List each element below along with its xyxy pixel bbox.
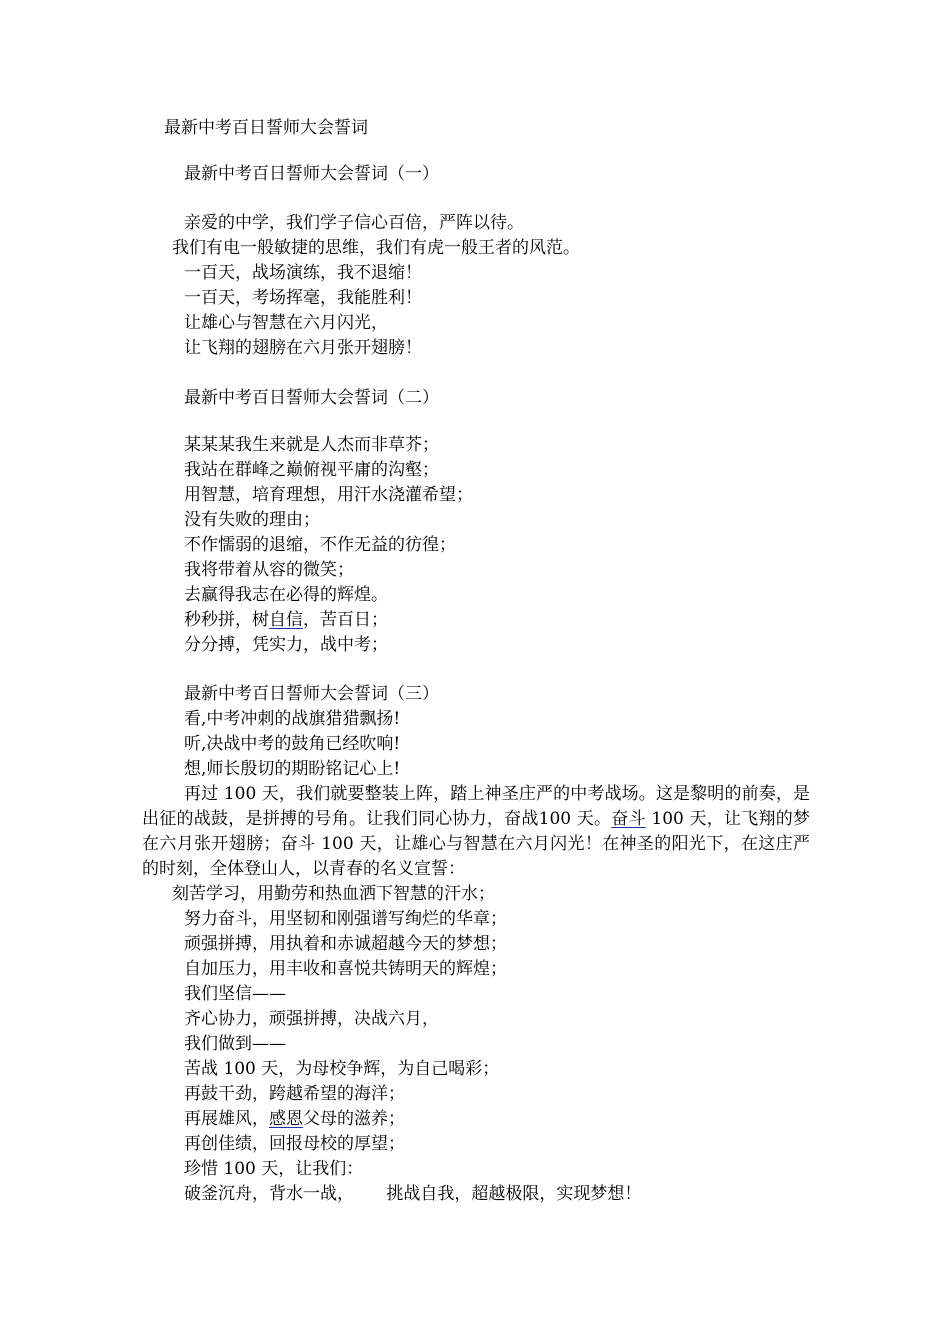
oath-line-with-link bbox=[184, 1107, 405, 1131]
section-1-line: 一百天，考场挥毫，我能胜利！ bbox=[184, 288, 422, 308]
text-segment: 100 天，让飞翔的梦在六月张开翅膀；奋斗 100 天，让雄心与智慧在六月闪光！在神圣的阳光下，在这庄严的时刻，全体登山人，以青春的名义宣誓： bbox=[142, 809, 810, 879]
section-1-line: 让雄心与智慧在六月闪光， bbox=[184, 313, 388, 333]
oath-line: 再创佳绩，回报母校的厚望； bbox=[184, 1134, 405, 1154]
section-1-line: 亲爱的中学，我们学子信心百倍，严阵以待。 bbox=[184, 213, 524, 233]
document-title: 最新中考百日誓师大会誓词 bbox=[164, 118, 368, 138]
section-3-heading: 最新中考百日誓师大会誓词（三） bbox=[184, 684, 439, 704]
oath-line: 齐心协力，顽强拼搏，决战六月， bbox=[184, 1009, 439, 1029]
section-3-intro-line: 听,决战中考的鼓角已经吹响! bbox=[184, 734, 401, 754]
text-segment: 秒秒拼，树 bbox=[184, 610, 269, 630]
section-2-line: 用智慧，培育理想，用汗水浇灌希望； bbox=[184, 485, 473, 505]
oath-line: 再鼓干劲，跨越希望的海洋； bbox=[184, 1084, 405, 1104]
oath-line: 自加压力，用丰收和喜悦共铸明天的辉煌； bbox=[184, 959, 507, 979]
section-2-heading: 最新中考百日誓师大会誓词（二） bbox=[184, 388, 439, 408]
oath-line: 努力奋斗，用坚韧和刚强谱写绚烂的华章； bbox=[184, 909, 507, 929]
oath-line: 我们坚信—— bbox=[184, 984, 286, 1004]
oath-line: 顽强拼搏，用执着和赤诚超越今天的梦想； bbox=[184, 934, 507, 954]
section-3-paragraph bbox=[142, 782, 810, 882]
section-2-line: 我站在群峰之巅俯视平庸的沟壑； bbox=[184, 460, 439, 480]
oath-line: 破釜沉舟，背水一战， 挑战自我，超越极限，实现梦想！ bbox=[184, 1184, 642, 1204]
text-segment: 父母的滋养； bbox=[303, 1109, 405, 1129]
section-2-line: 某某某我生来就是人杰而非草芥； bbox=[184, 435, 439, 455]
section-3-intro-line: 想,师长殷切的期盼铭记心上! bbox=[184, 759, 401, 779]
oath-line: 我们做到—— bbox=[184, 1034, 286, 1054]
section-2-line: 没有失败的理由； bbox=[184, 510, 320, 530]
text-segment: 再展雄风， bbox=[184, 1109, 269, 1129]
oath-line: 苦战 100 天，为母校争辉，为自己喝彩； bbox=[184, 1059, 500, 1079]
section-1-line: 我们有电一般敏捷的思维，我们有虎一般王者的风范。 bbox=[172, 238, 580, 258]
oath-line: 刻苦学习，用勤劳和热血洒下智慧的汗水； bbox=[172, 884, 495, 904]
hyperlink-strive[interactable]: 奋斗 bbox=[611, 809, 646, 829]
text-segment: ，苦百日； bbox=[303, 610, 388, 630]
section-3-intro-line: 看,中考冲刺的战旗猎猎飘扬! bbox=[184, 709, 401, 729]
text-segment: 再过 100 天，我们就要整装上阵，踏上神圣庄严的中考战场。这是黎明的前奏，是出征的战鼓，是拼搏的号角。让我们同心协力，奋战100 天。 bbox=[142, 784, 810, 829]
hyperlink-gratitude[interactable]: 感恩 bbox=[269, 1109, 303, 1129]
section-1-heading: 最新中考百日誓师大会誓词（一） bbox=[184, 164, 439, 184]
oath-line: 珍惜 100 天，让我们： bbox=[184, 1159, 364, 1179]
section-1-line: 让飞翔的翅膀在六月张开翅膀！ bbox=[184, 338, 422, 358]
section-2-line: 我将带着从容的微笑； bbox=[184, 560, 354, 580]
section-2-line: 分分搏，凭实力，战中考； bbox=[184, 635, 388, 655]
section-1-line: 一百天，战场演练，我不退缩！ bbox=[184, 263, 422, 283]
section-2-line-with-link bbox=[184, 608, 388, 632]
hyperlink-confidence[interactable]: 自信 bbox=[269, 610, 303, 630]
section-2-line: 去赢得我志在必得的辉煌。 bbox=[184, 585, 388, 605]
section-2-line: 不作懦弱的退缩，不作无益的彷徨； bbox=[184, 535, 456, 555]
